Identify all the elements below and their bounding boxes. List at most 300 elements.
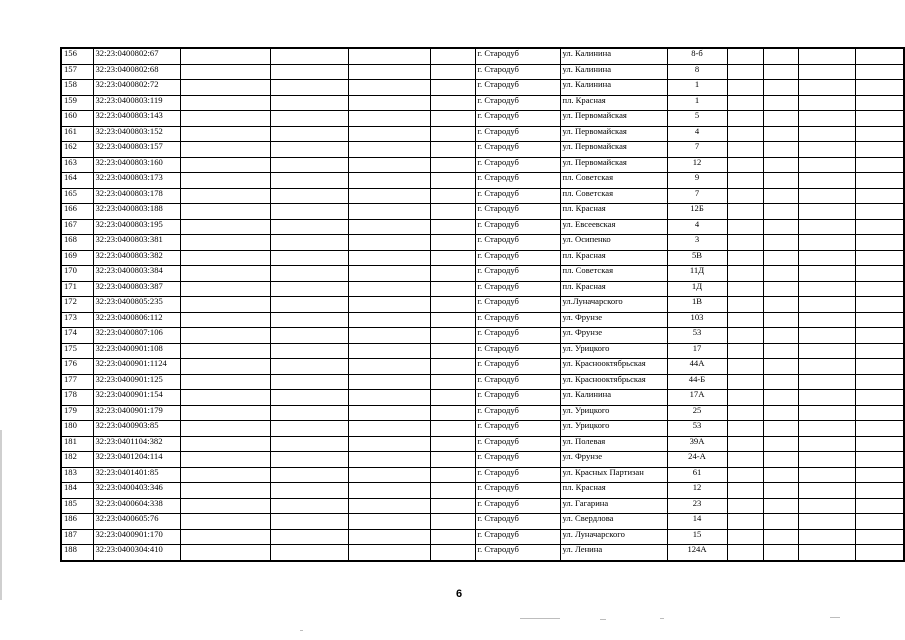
empty-cell [855, 514, 904, 530]
empty-cell [727, 328, 763, 344]
empty-cell [270, 529, 348, 545]
empty-cell [348, 204, 430, 220]
empty-cell [180, 204, 270, 220]
table-row [61, 483, 904, 499]
empty-cell [727, 436, 763, 452]
empty-cell [270, 142, 348, 158]
empty-cell [180, 359, 270, 375]
empty-cell [763, 405, 798, 421]
empty-cell [180, 281, 270, 297]
cadastral-number-cell: 32:23:0401401:85 [93, 467, 180, 483]
table-row [61, 452, 904, 468]
street-cell: пл. Советская [560, 173, 667, 189]
row-number-cell: 187 [61, 529, 93, 545]
empty-cell [855, 343, 904, 359]
street-cell: ул. Осипенко [560, 235, 667, 251]
empty-cell [180, 126, 270, 142]
city-cell: г. Стародуб [475, 452, 560, 468]
empty-cell [348, 421, 430, 437]
empty-cell [270, 219, 348, 235]
street-cell: ул. Фрунзе [560, 312, 667, 328]
empty-cell [180, 405, 270, 421]
house-number-cell: 1 [667, 80, 727, 96]
empty-cell [798, 390, 855, 406]
row-number-cell: 171 [61, 281, 93, 297]
empty-cell [763, 142, 798, 158]
row-number-cell: 162 [61, 142, 93, 158]
empty-cell [348, 95, 430, 111]
empty-cell [855, 498, 904, 514]
empty-cell [180, 514, 270, 530]
empty-cell [727, 219, 763, 235]
street-cell: ул. Луначарского [560, 529, 667, 545]
empty-cell [763, 498, 798, 514]
cadastral-number-cell: 32:23:0400605:76 [93, 514, 180, 530]
street-cell: ул. Урицкого [560, 343, 667, 359]
empty-cell [727, 281, 763, 297]
cadastral-number-cell: 32:23:0400901:108 [93, 343, 180, 359]
cadastral-number-cell: 32:23:0400604:338 [93, 498, 180, 514]
house-number-cell: 39А [667, 436, 727, 452]
table-row [61, 421, 904, 437]
street-cell: ул. Первомайская [560, 126, 667, 142]
city-cell: г. Стародуб [475, 514, 560, 530]
row-number-cell: 159 [61, 95, 93, 111]
city-cell: г. Стародуб [475, 111, 560, 127]
empty-cell [798, 467, 855, 483]
empty-cell [798, 514, 855, 530]
empty-cell [180, 483, 270, 499]
city-cell: г. Стародуб [475, 483, 560, 499]
table-row [61, 157, 904, 173]
empty-cell [270, 64, 348, 80]
row-number-cell: 175 [61, 343, 93, 359]
city-cell: г. Стародуб [475, 405, 560, 421]
street-cell: пл. Красная [560, 204, 667, 220]
table-row [61, 188, 904, 204]
empty-cell [798, 188, 855, 204]
empty-cell [270, 188, 348, 204]
house-number-cell: 12Б [667, 204, 727, 220]
street-cell: пл. Красная [560, 95, 667, 111]
house-number-cell: 124А [667, 545, 727, 561]
street-cell: ул. Гагарина [560, 498, 667, 514]
city-cell: г. Стародуб [475, 80, 560, 96]
empty-cell [270, 483, 348, 499]
table-row [61, 235, 904, 251]
empty-cell [180, 312, 270, 328]
empty-cell [430, 514, 475, 530]
city-cell: г. Стародуб [475, 374, 560, 390]
empty-cell [855, 173, 904, 189]
empty-cell [855, 235, 904, 251]
empty-cell [430, 157, 475, 173]
empty-cell [763, 514, 798, 530]
empty-cell [180, 173, 270, 189]
empty-cell [727, 142, 763, 158]
empty-cell [727, 374, 763, 390]
city-cell: г. Стародуб [475, 421, 560, 437]
cadastral-number-cell: 32:23:0400901:1124 [93, 359, 180, 375]
empty-cell [763, 390, 798, 406]
empty-cell [855, 126, 904, 142]
row-number-cell: 173 [61, 312, 93, 328]
cadastral-number-cell: 32:23:0400802:68 [93, 64, 180, 80]
empty-cell [270, 312, 348, 328]
table-row [61, 359, 904, 375]
empty-cell [430, 297, 475, 313]
cadastral-number-cell: 32:23:0400803:178 [93, 188, 180, 204]
empty-cell [270, 204, 348, 220]
row-number-cell: 167 [61, 219, 93, 235]
street-cell: пл. Красная [560, 281, 667, 297]
empty-cell [855, 297, 904, 313]
house-number-cell: 3 [667, 235, 727, 251]
empty-cell [270, 126, 348, 142]
empty-cell [798, 343, 855, 359]
empty-cell [855, 359, 904, 375]
street-cell: ул. Свердлова [560, 514, 667, 530]
house-number-cell: 7 [667, 142, 727, 158]
empty-cell [348, 80, 430, 96]
empty-cell [855, 188, 904, 204]
empty-cell [727, 48, 763, 64]
empty-cell [348, 157, 430, 173]
empty-cell [763, 250, 798, 266]
row-number-cell: 170 [61, 266, 93, 282]
cadastral-number-cell: 32:23:0400901:179 [93, 405, 180, 421]
empty-cell [763, 126, 798, 142]
empty-cell [798, 95, 855, 111]
city-cell: г. Стародуб [475, 126, 560, 142]
empty-cell [798, 328, 855, 344]
table-row [61, 126, 904, 142]
empty-cell [763, 48, 798, 64]
city-cell: г. Стародуб [475, 328, 560, 344]
row-number-cell: 178 [61, 390, 93, 406]
house-number-cell: 11Д [667, 266, 727, 282]
empty-cell [270, 467, 348, 483]
table-row [61, 498, 904, 514]
empty-cell [798, 219, 855, 235]
empty-cell [763, 219, 798, 235]
row-number-cell: 185 [61, 498, 93, 514]
empty-cell [270, 343, 348, 359]
row-number-cell: 184 [61, 483, 93, 499]
cadastral-number-cell: 32:23:0400803:143 [93, 111, 180, 127]
table-body [61, 48, 904, 561]
empty-cell [270, 436, 348, 452]
property-table [60, 47, 905, 562]
empty-cell [763, 235, 798, 251]
empty-cell [763, 297, 798, 313]
cadastral-number-cell: 32:23:0400304:410 [93, 545, 180, 561]
city-cell: г. Стародуб [475, 235, 560, 251]
empty-cell [270, 545, 348, 561]
cadastral-number-cell: 32:23:0400903:85 [93, 421, 180, 437]
empty-cell [270, 80, 348, 96]
street-cell: ул. Калинина [560, 48, 667, 64]
city-cell: г. Стародуб [475, 266, 560, 282]
row-number-cell: 183 [61, 467, 93, 483]
scan-speck [300, 630, 303, 631]
empty-cell [727, 157, 763, 173]
empty-cell [798, 312, 855, 328]
empty-cell [763, 157, 798, 173]
row-number-cell: 186 [61, 514, 93, 530]
cadastral-number-cell: 32:23:0400803:152 [93, 126, 180, 142]
street-cell: ул. Первомайская [560, 142, 667, 158]
row-number-cell: 161 [61, 126, 93, 142]
empty-cell [180, 545, 270, 561]
empty-cell [798, 80, 855, 96]
empty-cell [180, 390, 270, 406]
cadastral-number-cell: 32:23:0400901:125 [93, 374, 180, 390]
empty-cell [430, 64, 475, 80]
city-cell: г. Стародуб [475, 142, 560, 158]
empty-cell [855, 281, 904, 297]
empty-cell [270, 48, 348, 64]
empty-cell [348, 266, 430, 282]
empty-cell [180, 64, 270, 80]
empty-cell [348, 297, 430, 313]
street-cell: ул. Калинина [560, 390, 667, 406]
house-number-cell: 4 [667, 219, 727, 235]
empty-cell [855, 312, 904, 328]
empty-cell [763, 529, 798, 545]
house-number-cell: 9 [667, 173, 727, 189]
empty-cell [855, 64, 904, 80]
empty-cell [855, 483, 904, 499]
empty-cell [430, 343, 475, 359]
empty-cell [348, 250, 430, 266]
cadastral-number-cell: 32:23:0400803:157 [93, 142, 180, 158]
empty-cell [180, 421, 270, 437]
empty-cell [855, 452, 904, 468]
empty-cell [855, 157, 904, 173]
empty-cell [798, 421, 855, 437]
street-cell: пл. Красная [560, 483, 667, 499]
empty-cell [727, 204, 763, 220]
house-number-cell: 53 [667, 328, 727, 344]
empty-cell [430, 250, 475, 266]
cadastral-number-cell: 32:23:0400807:106 [93, 328, 180, 344]
empty-cell [855, 328, 904, 344]
empty-cell [430, 126, 475, 142]
empty-cell [727, 126, 763, 142]
empty-cell [798, 142, 855, 158]
empty-cell [270, 405, 348, 421]
empty-cell [798, 250, 855, 266]
empty-cell [348, 343, 430, 359]
row-number-cell: 165 [61, 188, 93, 204]
empty-cell [430, 48, 475, 64]
row-number-cell: 158 [61, 80, 93, 96]
table-row [61, 328, 904, 344]
empty-cell [348, 452, 430, 468]
house-number-cell: 12 [667, 483, 727, 499]
cadastral-number-cell: 32:23:0400803:387 [93, 281, 180, 297]
empty-cell [348, 390, 430, 406]
street-cell: пл. Советская [560, 266, 667, 282]
empty-cell [855, 266, 904, 282]
empty-cell [270, 452, 348, 468]
scan-speck [520, 618, 560, 619]
empty-cell [180, 498, 270, 514]
empty-cell [855, 48, 904, 64]
table-row [61, 467, 904, 483]
empty-cell [798, 374, 855, 390]
street-cell: пл. Советская [560, 188, 667, 204]
empty-cell [430, 281, 475, 297]
empty-cell [727, 95, 763, 111]
empty-cell [430, 498, 475, 514]
empty-cell [180, 48, 270, 64]
empty-cell [180, 142, 270, 158]
city-cell: г. Стародуб [475, 219, 560, 235]
empty-cell [430, 111, 475, 127]
row-number-cell: 188 [61, 545, 93, 561]
cadastral-number-cell: 32:23:0400803:382 [93, 250, 180, 266]
empty-cell [855, 204, 904, 220]
empty-cell [798, 48, 855, 64]
row-number-cell: 176 [61, 359, 93, 375]
empty-cell [763, 421, 798, 437]
house-number-cell: 103 [667, 312, 727, 328]
street-cell: ул. Евсеевская [560, 219, 667, 235]
empty-cell [763, 359, 798, 375]
house-number-cell: 5 [667, 111, 727, 127]
row-number-cell: 168 [61, 235, 93, 251]
house-number-cell: 8-б [667, 48, 727, 64]
empty-cell [763, 312, 798, 328]
empty-cell [348, 219, 430, 235]
street-cell: ул. Ленина [560, 545, 667, 561]
empty-cell [348, 64, 430, 80]
row-number-cell: 157 [61, 64, 93, 80]
house-number-cell: 23 [667, 498, 727, 514]
empty-cell [727, 498, 763, 514]
empty-cell [180, 219, 270, 235]
house-number-cell: 1В [667, 297, 727, 313]
empty-cell [855, 421, 904, 437]
row-number-cell: 179 [61, 405, 93, 421]
table-row [61, 281, 904, 297]
street-cell: пл. Красная [560, 250, 667, 266]
empty-cell [430, 529, 475, 545]
street-cell: ул. Калинина [560, 80, 667, 96]
empty-cell [798, 483, 855, 499]
empty-cell [763, 452, 798, 468]
table-row [61, 219, 904, 235]
cadastral-number-cell: 32:23:0400803:195 [93, 219, 180, 235]
house-number-cell: 1Д [667, 281, 727, 297]
row-number-cell: 163 [61, 157, 93, 173]
empty-cell [270, 157, 348, 173]
street-cell: ул. Урицкого [560, 405, 667, 421]
empty-cell [348, 312, 430, 328]
empty-cell [727, 483, 763, 499]
empty-cell [348, 405, 430, 421]
street-cell: ул. Фрунзе [560, 328, 667, 344]
empty-cell [180, 188, 270, 204]
empty-cell [270, 390, 348, 406]
cadastral-number-cell: 32:23:0400803:384 [93, 266, 180, 282]
cadastral-number-cell: 32:23:0400803:119 [93, 95, 180, 111]
empty-cell [727, 545, 763, 561]
scan-speck [660, 618, 664, 619]
empty-cell [855, 545, 904, 561]
empty-cell [855, 467, 904, 483]
row-number-cell: 182 [61, 452, 93, 468]
house-number-cell: 7 [667, 188, 727, 204]
empty-cell [763, 80, 798, 96]
empty-cell [798, 529, 855, 545]
house-number-cell: 12 [667, 157, 727, 173]
cadastral-number-cell: 32:23:0401204:114 [93, 452, 180, 468]
empty-cell [430, 173, 475, 189]
empty-cell [180, 529, 270, 545]
street-cell: ул. Краснооктябрьская [560, 374, 667, 390]
street-cell: ул. Красных Партизан [560, 467, 667, 483]
empty-cell [763, 467, 798, 483]
empty-cell [348, 529, 430, 545]
empty-cell [855, 250, 904, 266]
empty-cell [798, 297, 855, 313]
empty-cell [430, 359, 475, 375]
empty-cell [430, 204, 475, 220]
empty-cell [727, 514, 763, 530]
city-cell: г. Стародуб [475, 343, 560, 359]
city-cell: г. Стародуб [475, 64, 560, 80]
empty-cell [270, 421, 348, 437]
table-row [61, 80, 904, 96]
empty-cell [798, 452, 855, 468]
cadastral-number-cell: 32:23:0400803:173 [93, 173, 180, 189]
empty-cell [430, 545, 475, 561]
empty-cell [727, 421, 763, 437]
table-row [61, 436, 904, 452]
empty-cell [727, 266, 763, 282]
empty-cell [348, 514, 430, 530]
table-row [61, 204, 904, 220]
city-cell: г. Стародуб [475, 188, 560, 204]
empty-cell [727, 390, 763, 406]
empty-cell [348, 281, 430, 297]
street-cell: ул. Урицкого [560, 421, 667, 437]
house-number-cell: 4 [667, 126, 727, 142]
empty-cell [763, 281, 798, 297]
city-cell: г. Стародуб [475, 359, 560, 375]
empty-cell [430, 188, 475, 204]
table-row [61, 250, 904, 266]
empty-cell [855, 111, 904, 127]
empty-cell [348, 235, 430, 251]
empty-cell [348, 545, 430, 561]
cadastral-number-cell: 32:23:0400803:188 [93, 204, 180, 220]
street-cell: ул. Фрунзе [560, 452, 667, 468]
street-cell: ул. Первомайская [560, 111, 667, 127]
empty-cell [855, 142, 904, 158]
empty-cell [270, 374, 348, 390]
house-number-cell: 25 [667, 405, 727, 421]
empty-cell [855, 374, 904, 390]
empty-cell [270, 328, 348, 344]
house-number-cell: 44-Б [667, 374, 727, 390]
city-cell: г. Стародуб [475, 545, 560, 561]
empty-cell [763, 436, 798, 452]
empty-cell [763, 343, 798, 359]
